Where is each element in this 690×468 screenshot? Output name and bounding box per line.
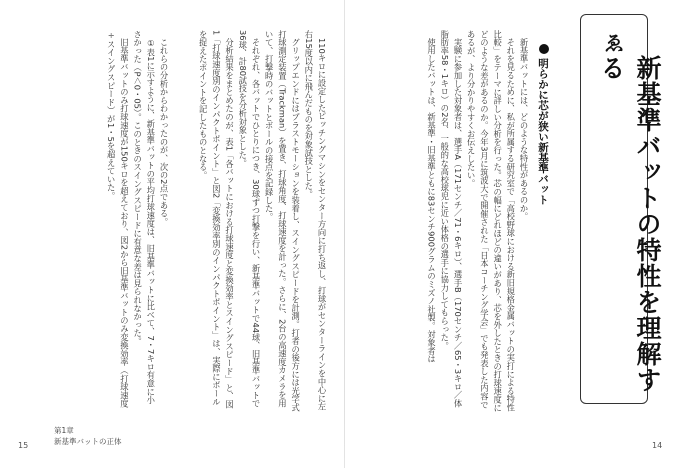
body-paragraph: 実験に参加した対象者は、選手A（171センチ／71・6キロ）、選手B（170センチ／65・3キロ／体脂肪率58・1キロ）の2名、一般的な高校球児に近い体格の選手に協力してもらった。	[439, 30, 463, 408]
page-number-left: 15	[18, 441, 29, 450]
running-head	[54, 425, 122, 447]
section-subhead	[536, 44, 551, 244]
running-head-chapter: 第1章	[54, 426, 74, 435]
running-head-subtitle: 新基準バットの正体	[54, 437, 122, 446]
body-paragraph: それを見るために、私が所属する研究室で「高校野球における新旧規格金属バットの実打による特性比較」をテーマに詳しい分析を行った。芯の幅にどれほどの違いがあり、芯を外したときの打球速度にどのような差があるのか。今年3月に筑波大で開催された「日本コーチング学会」でも発表した内容であるが、より分かりやすくお伝えしたい。	[466, 30, 516, 412]
body-paragraph: 新基準バットには、どのような特性があるのか。	[519, 38, 529, 221]
book-gutter	[344, 0, 345, 468]
body-paragraph: 使用したバットは、新基準・旧基準ともに83センチ900グラムのミズノ社製。対象者は	[426, 38, 437, 364]
left-page-body-bottom	[52, 30, 170, 412]
subhead-text: 明らかに芯が狭い新基準バット	[537, 58, 549, 205]
right-page-body	[380, 30, 530, 412]
body-paragraph: これらの分析からわかったのが、次の2点である。	[159, 38, 169, 227]
left-page-body-top	[178, 30, 328, 412]
body-paragraph: 110キロに設定したピッチングマシンをセンター方向に打ち返し、打球がセンターラインを中心に左右15度以内に飛んだものを対象試技とした。	[303, 30, 327, 412]
body-paragraph: グリップエンドにはブラストモーションを装着し、スイングスピードを計測。打者の後方には光学式打球測定装置（Trackman）を置き、打球角度、打球速度を計った。さらに、2台の高速度カメラを用いて、打撃時のバットとボールの接点を記録した。	[264, 30, 301, 412]
chapter-title-box	[580, 14, 662, 404]
body-paragraph: それぞれ、各バットでひとりにつき、30球ずつ打撃を行い、新基準バットで44球、旧基準バットで36球、計80試技を分析対象とした。	[237, 30, 261, 409]
chapter-title: 新基準バットの特性を理解する	[597, 55, 662, 393]
body-paragraph: 分析結果をまとめたのが、表1「各バットにおける打球速度と変換効率とスイングスピード」と、図1「打球速度別のインパクトポイント」と図2「変換効率別のインパクトポイント」は、実際にボールを捉えたポイントを記したものとなる。	[198, 30, 235, 409]
bullet-circle-icon	[539, 44, 549, 54]
page-number-right: 14	[652, 441, 663, 450]
body-paragraph: ①表1に示すように、新基準バットの平均打球速度は、旧基準バットに比べて、7・7キロ有意に小さかった（P＜0・05）。このときのスイングスピードに有意な差は見られなかった。	[132, 30, 156, 405]
title-mark-icon: ゑ	[604, 31, 624, 55]
body-paragraph: 旧基準バットのみ打球速度が150キロを超えており、図2から旧基準バットのみ変換効率（打球速度÷スイングスピード）が1・5を超えていた。	[106, 30, 130, 409]
